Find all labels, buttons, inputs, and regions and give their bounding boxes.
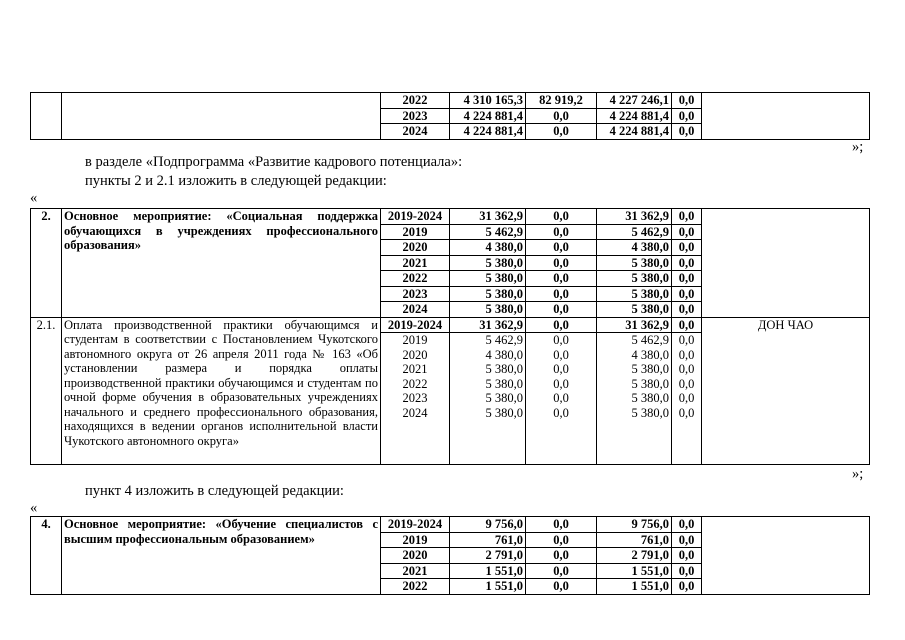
- item-number: 2.: [31, 209, 62, 318]
- amount-cell: 0,0: [526, 240, 597, 256]
- amount-cell: 0,0: [526, 391, 597, 406]
- amount-cell: 82 919,2: [526, 93, 597, 109]
- amount-cell: 0,0: [672, 406, 702, 465]
- amount-cell: 0,0: [672, 532, 702, 548]
- amount-cell: 0,0: [672, 255, 702, 271]
- amount-cell: 5 380,0: [597, 362, 672, 377]
- amount-cell: 5 380,0: [597, 286, 672, 302]
- item-description: Оплата производственной практики обучающимся и студентам в соответствии с Постановлением Чукотского автономного округа от 26 апреля 2011 года № 163 «Об установлении размера и порядка оплаты производственной практики обучающимся и студентам по очной форме обучения в образовательных учреждениях начального и среднего профессионального образования, находящихся в ведении органов исполнительной власти Чукотского автономного округа»: [62, 317, 381, 464]
- amount-cell: 4 380,0: [597, 348, 672, 363]
- year-cell: 2020: [381, 548, 450, 564]
- table-row: [31, 317, 870, 333]
- amount-cell: 0,0: [526, 124, 597, 140]
- year-cell: 2022: [381, 93, 450, 109]
- opening-quote-1: «: [30, 190, 38, 206]
- total-cell: 5 380,0: [450, 406, 526, 465]
- amount-cell: 5 380,0: [597, 391, 672, 406]
- year-cell: 2023: [381, 286, 450, 302]
- amount-cell: 0,0: [672, 391, 702, 406]
- total-cell: 4 380,0: [450, 240, 526, 256]
- item-description: Основное мероприятие: «Обучение специалистов с высшим профессиональным образованием»: [62, 517, 381, 595]
- amount-cell: 0,0: [526, 255, 597, 271]
- amount-cell: 0,0: [672, 517, 702, 533]
- amount-cell: 5 462,9: [597, 333, 672, 348]
- year-cell: 2019-2024: [381, 209, 450, 225]
- year-cell: 2020: [381, 240, 450, 256]
- year-cell: 2019: [381, 333, 450, 348]
- year-cell: 2023: [381, 391, 450, 406]
- year-cell: 2019-2024: [381, 317, 450, 333]
- amount-cell: 0,0: [672, 362, 702, 377]
- amount-cell: 0,0: [672, 579, 702, 595]
- top-table: [30, 92, 870, 140]
- year-cell: 2019-2024: [381, 517, 450, 533]
- amount-cell: 1 551,0: [597, 579, 672, 595]
- total-cell: 4 380,0: [450, 348, 526, 363]
- total-cell: 31 362,9: [450, 317, 526, 333]
- amount-cell: 0,0: [526, 377, 597, 392]
- amount-cell: 0,0: [526, 333, 597, 348]
- total-cell: 4 310 165,3: [450, 93, 526, 109]
- total-cell: 5 462,9: [450, 333, 526, 348]
- amount-cell: 31 362,9: [597, 317, 672, 333]
- top-table-body: [31, 93, 870, 140]
- amount-cell: 0,0: [672, 240, 702, 256]
- executor-cell: [702, 209, 870, 318]
- amount-cell: 31 362,9: [597, 209, 672, 225]
- amount-cell: 4 380,0: [597, 240, 672, 256]
- amount-cell: 5 380,0: [597, 406, 672, 465]
- amount-cell: 9 756,0: [597, 517, 672, 533]
- executor-cell: [702, 517, 870, 595]
- year-cell: 2023: [381, 108, 450, 124]
- amount-cell: 5 380,0: [597, 377, 672, 392]
- amount-cell: 1 551,0: [597, 563, 672, 579]
- year-cell: 2019: [381, 224, 450, 240]
- amount-cell: 0,0: [526, 563, 597, 579]
- table-item-4: [30, 516, 870, 595]
- amount-cell: 0,0: [672, 333, 702, 348]
- description-cell: [62, 93, 381, 140]
- table-item-4-body: [31, 517, 870, 595]
- amount-cell: 0,0: [526, 271, 597, 287]
- amount-cell: 5 380,0: [597, 271, 672, 287]
- amount-cell: 0,0: [672, 108, 702, 124]
- total-cell: 4 224 881,4: [450, 124, 526, 140]
- closing-quote-2: »;: [852, 466, 864, 482]
- total-cell: 5 380,0: [450, 391, 526, 406]
- amount-cell: 5 462,9: [597, 224, 672, 240]
- total-cell: 2 791,0: [450, 548, 526, 564]
- amount-cell: 0,0: [672, 93, 702, 109]
- amount-cell: 2 791,0: [597, 548, 672, 564]
- amount-cell: 0,0: [526, 532, 597, 548]
- total-cell: 5 380,0: [450, 302, 526, 318]
- executor-cell: [702, 93, 870, 140]
- year-cell: 2022: [381, 271, 450, 287]
- amount-cell: 4 224 881,4: [597, 108, 672, 124]
- amount-cell: 0,0: [672, 377, 702, 392]
- amount-cell: 0,0: [526, 517, 597, 533]
- year-cell: 2024: [381, 406, 450, 465]
- total-cell: 5 380,0: [450, 286, 526, 302]
- amount-cell: 0,0: [526, 302, 597, 318]
- amount-cell: 0,0: [526, 108, 597, 124]
- closing-quote-1: »;: [852, 139, 864, 155]
- amount-cell: 0,0: [672, 286, 702, 302]
- total-cell: 9 756,0: [450, 517, 526, 533]
- amount-cell: 0,0: [526, 362, 597, 377]
- paragraph-items-2-2-1: пункты 2 и 2.1 изложить в следующей редакции:: [85, 173, 387, 189]
- amount-cell: 4 224 881,4: [597, 124, 672, 140]
- amount-cell: 0,0: [672, 224, 702, 240]
- opening-quote-2: «: [30, 500, 38, 516]
- year-cell: 2020: [381, 348, 450, 363]
- year-cell: 2019: [381, 532, 450, 548]
- year-cell: 2021: [381, 563, 450, 579]
- executor-cell: ДОН ЧАО: [702, 317, 870, 464]
- year-cell: 2021: [381, 255, 450, 271]
- amount-cell: 0,0: [672, 124, 702, 140]
- year-cell: 2024: [381, 124, 450, 140]
- total-cell: 1 551,0: [450, 563, 526, 579]
- item-number: 4.: [31, 517, 62, 595]
- total-cell: 5 380,0: [450, 362, 526, 377]
- table-items-2: [30, 208, 870, 465]
- item-number: 2.1.: [31, 317, 62, 464]
- amount-cell: 0,0: [526, 224, 597, 240]
- total-cell: 1 551,0: [450, 579, 526, 595]
- total-cell: 31 362,9: [450, 209, 526, 225]
- year-cell: 2022: [381, 377, 450, 392]
- year-cell: 2021: [381, 362, 450, 377]
- amount-cell: 761,0: [597, 532, 672, 548]
- number-cell: [31, 93, 62, 140]
- amount-cell: 0,0: [672, 548, 702, 564]
- amount-cell: 0,0: [526, 406, 597, 465]
- amount-cell: 0,0: [526, 209, 597, 225]
- total-cell: 5 380,0: [450, 255, 526, 271]
- amount-cell: 5 380,0: [597, 302, 672, 318]
- paragraph-section-heading: в разделе «Подпрограмма «Развитие кадрового потенциала»:: [85, 154, 463, 170]
- amount-cell: 0,0: [526, 579, 597, 595]
- year-cell: 2024: [381, 302, 450, 318]
- table-row: [31, 209, 870, 225]
- amount-cell: 4 227 246,1: [597, 93, 672, 109]
- amount-cell: 0,0: [526, 317, 597, 333]
- total-cell: 4 224 881,4: [450, 108, 526, 124]
- amount-cell: 0,0: [672, 271, 702, 287]
- total-cell: 5 380,0: [450, 377, 526, 392]
- table-items-2-body: [31, 209, 870, 465]
- total-cell: 761,0: [450, 532, 526, 548]
- year-cell: 2022: [381, 579, 450, 595]
- amount-cell: 0,0: [526, 286, 597, 302]
- paragraph-item-4: пункт 4 изложить в следующей редакции:: [85, 483, 344, 499]
- amount-cell: 0,0: [526, 348, 597, 363]
- amount-cell: 0,0: [526, 548, 597, 564]
- table-row: [31, 93, 870, 109]
- amount-cell: 0,0: [672, 317, 702, 333]
- amount-cell: 0,0: [672, 209, 702, 225]
- total-cell: 5 380,0: [450, 271, 526, 287]
- total-cell: 5 462,9: [450, 224, 526, 240]
- table-row: [31, 517, 870, 533]
- amount-cell: 0,0: [672, 563, 702, 579]
- amount-cell: 0,0: [672, 348, 702, 363]
- amount-cell: 5 380,0: [597, 255, 672, 271]
- item-description: Основное мероприятие: «Социальная поддержка обучающихся в учреждениях профессионального образования»: [62, 209, 381, 318]
- amount-cell: 0,0: [672, 302, 702, 318]
